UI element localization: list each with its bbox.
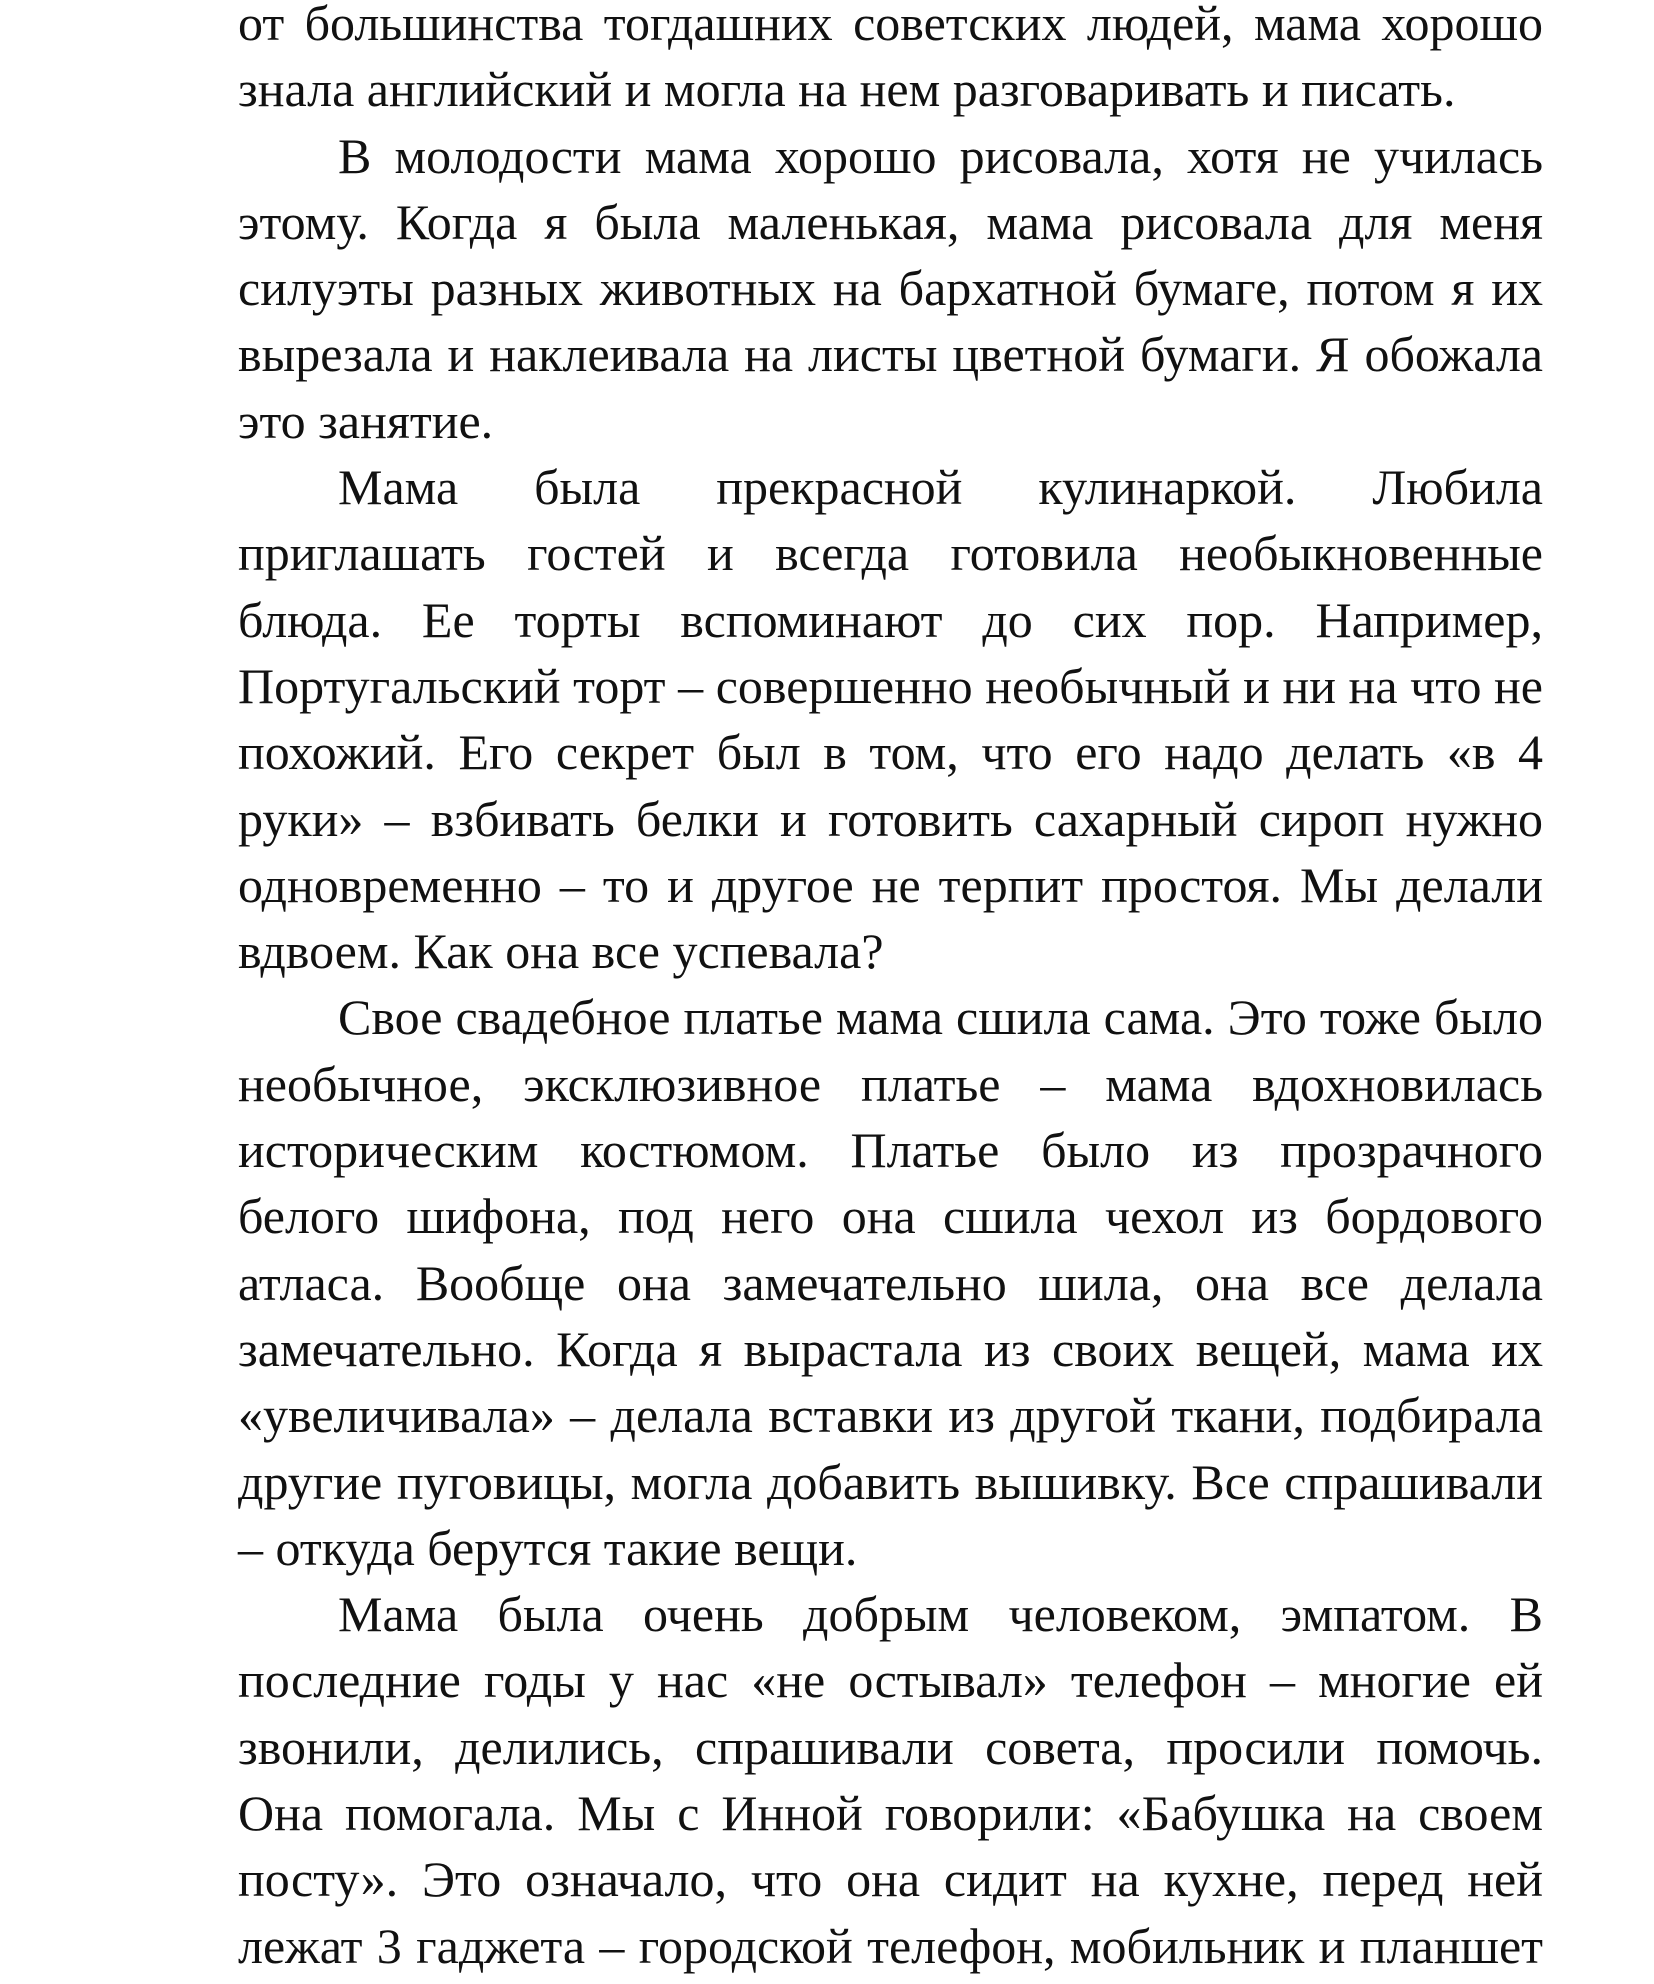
paragraph-wedding-dress: Свое свадебное платье мама сшила сама. Это тоже было необычное, эксклюзивное платье – мама вдохновилась историческим костюмом. Платье было из прозрачного белого шифона, под него она сшила чехол из бордового атласа. Вообще она замечательно шила, она все делала замечательно. Когда я вырастала из своих вещей, мама их «увеличивала» – делала вставки из другой ткани, подбирала другие пуговицы, могла добавить вышивку. Все спрашивали – откуда берутся такие вещи. <box>238 989 1543 1576</box>
paragraph-cooking: Мама была прекрасной кулинаркой. Любила приглашать гостей и всегда готовила необыкновенные блюда. Ее торты вспоминают до сих пор. Например, Португальский торт – совершенно необычный и ни на что не похожий. Его секрет был в том, что его надо делать «в 4 руки» – взбивать белки и готовить сахарный сироп нужно одновременно – то и другое не терпит простоя. Мы делали вдвоем. Как она все успевала? <box>238 459 1543 980</box>
document-page <box>238 0 1543 1979</box>
paragraph-drawing: В молодости мама хорошо рисовала, хотя не училась этому. Когда я была маленькая, мама рисовала для меня силуэты разных животных на бархатной бумаге, потом я их вырезала и наклеивала на листы цветной бумаги. Я обожала это занятие. <box>238 127 1543 449</box>
paragraph-english-skills: от большинства тогдашних советских людей, мама хорошо знала английский и могла на нем разговаривать и писать. <box>238 0 1543 118</box>
paragraph-kindness: Мама была очень добрым человеком, эмпатом. В последние годы у нас «не остывал» телефон – многие ей звонили, делились, спрашивали совета, просили помочь. Она помогала. Мы с Инной говорили: «Бабушка на своем посту». Это означало, что она сидит на кухне, перед ней лежат 3 гаджета – городской телефон, мобильник и планшет <box>238 1586 1543 1974</box>
